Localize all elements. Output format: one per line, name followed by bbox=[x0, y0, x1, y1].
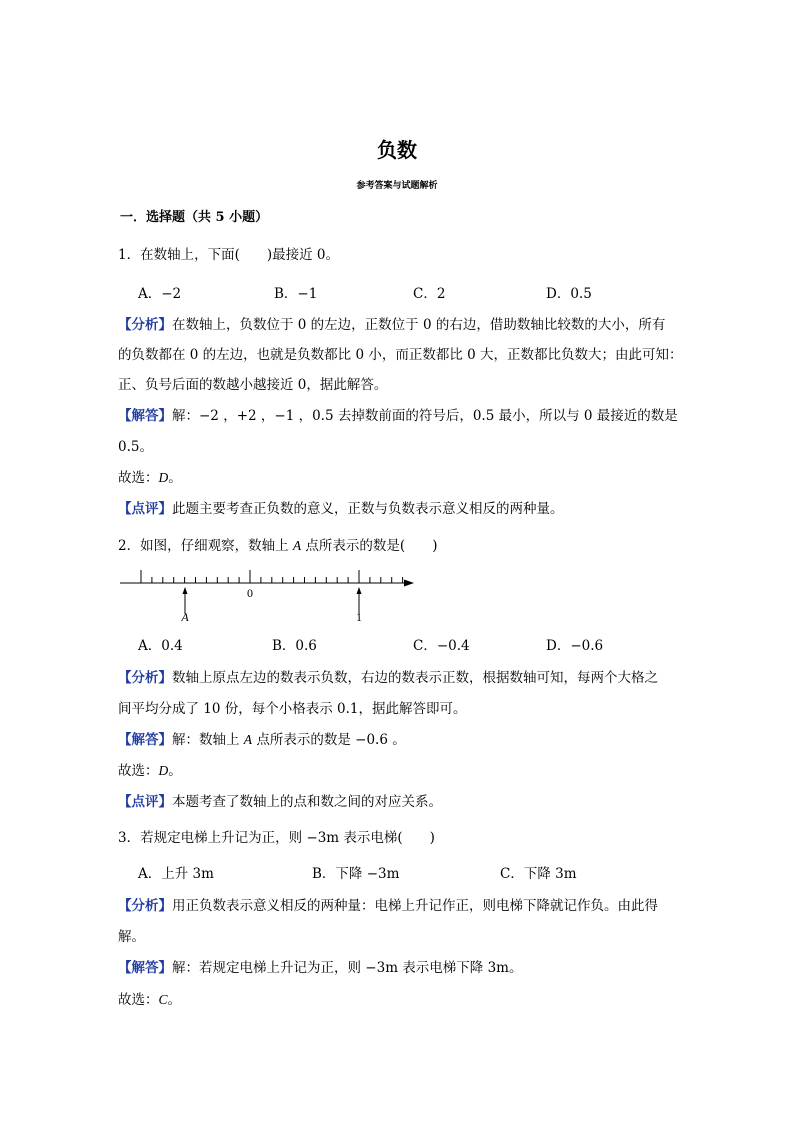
q3-analysis-line-2: 解。 bbox=[118, 929, 145, 945]
choice-label: 故选： bbox=[118, 992, 159, 1008]
analysis-text: 数轴上原点左边的数表示负数，右边的数表示正数，根据数轴可知，每两个大格之 bbox=[172, 670, 658, 686]
axis-arrow-icon bbox=[404, 580, 414, 587]
comment-text: 此题主要考查正负数的意义，正数与负数表示意义相反的两种量。 bbox=[172, 501, 564, 517]
page-subtitle: 参考答案与试题解析 bbox=[356, 181, 438, 191]
q2-comment bbox=[118, 790, 442, 810]
q2-option-b: B．0.6 bbox=[272, 638, 317, 654]
q2-choice bbox=[118, 759, 182, 779]
q1-option-d: D．0.5 bbox=[546, 286, 592, 302]
choice-letter: C bbox=[158, 992, 168, 1007]
page-title: 负数 bbox=[377, 138, 417, 162]
stem-text: 2．如图，仔细观察，数轴上 bbox=[118, 538, 293, 554]
q3-option-b: B．下降 −3m bbox=[312, 866, 400, 882]
tick-marks bbox=[141, 570, 403, 583]
q3-option-c: C．下降 3m bbox=[500, 866, 577, 882]
q3-choice bbox=[118, 988, 181, 1008]
q1-choice bbox=[118, 466, 182, 486]
comment-tag: 【点评】 bbox=[118, 501, 172, 517]
stem-text-end: 点所表示的数是( ) bbox=[301, 538, 438, 554]
choice-label: 故选： bbox=[118, 763, 159, 779]
choice-end: 。 bbox=[168, 763, 182, 779]
q3-answer bbox=[118, 956, 522, 976]
question-2-stem bbox=[118, 534, 437, 554]
answer-tag: 【解答】 bbox=[118, 732, 172, 748]
q1-answer-line-2: 0.5。 bbox=[118, 439, 153, 455]
q3-analysis-line-1 bbox=[118, 894, 658, 914]
answer-text: 解：−2 ，+2 ，−1 ，0.5 去掉数前面的符号后，0.5 最小，所以与 0 最接近的数是 bbox=[172, 408, 678, 424]
answer-text-end: 点所表示的数是 −0.6 。 bbox=[252, 732, 406, 748]
stem-variable: A bbox=[292, 538, 302, 553]
q1-answer-line-1 bbox=[118, 404, 678, 424]
answer-text: 解：数轴上 bbox=[172, 732, 244, 748]
question-3-stem: 3．若规定电梯上升记为正，则 −3m 表示电梯( ) bbox=[118, 830, 435, 846]
number-line-figure bbox=[118, 562, 418, 628]
q1-comment bbox=[118, 497, 564, 517]
analysis-tag: 【分析】 bbox=[118, 898, 172, 914]
label-zero: 0 bbox=[247, 586, 253, 600]
comment-text: 本题考查了数轴上的点和数之间的对应关系。 bbox=[172, 794, 442, 810]
question-1-stem: 1．在数轴上，下面( )最接近 0。 bbox=[118, 247, 340, 263]
answer-text: 解：若规定电梯上升记为正，则 −3m 表示电梯下降 3m。 bbox=[172, 960, 523, 976]
choice-label: 故选： bbox=[118, 470, 159, 486]
analysis-text: 用正负数表示意义相反的两种量：电梯上升记作正，则电梯下降就记作负。由此得 bbox=[172, 898, 658, 914]
arrow-up-icon bbox=[183, 587, 188, 594]
label-one: 1 bbox=[356, 610, 362, 624]
section-heading: 一．选择题（共 5 小题） bbox=[120, 210, 269, 225]
q1-analysis-line-3: 正、负号后面的数越小越接近 0，据此解答。 bbox=[118, 377, 388, 393]
q2-option-a: A．0.4 bbox=[138, 638, 183, 654]
q1-option-a: A．−2 bbox=[138, 286, 182, 302]
analysis-tag: 【分析】 bbox=[118, 670, 172, 686]
q1-analysis-line-1 bbox=[118, 313, 665, 333]
q2-analysis-line-1 bbox=[118, 666, 658, 686]
q2-option-d: D．−0.6 bbox=[546, 638, 604, 654]
label-a: A bbox=[181, 610, 189, 624]
q3-option-a: A．上升 3m bbox=[138, 866, 214, 882]
q1-option-b: B．−1 bbox=[274, 286, 318, 302]
analysis-text: 在数轴上，负数位于 0 的左边，正数位于 0 的右边，借助数轴比较数的大小，所有 bbox=[172, 317, 666, 333]
choice-end: 。 bbox=[167, 992, 182, 1008]
answer-tag: 【解答】 bbox=[118, 960, 172, 976]
choice-end: 。 bbox=[168, 470, 182, 486]
answer-variable: A bbox=[243, 732, 253, 747]
q2-answer bbox=[118, 728, 406, 748]
choice-letter: D bbox=[158, 763, 169, 778]
q2-analysis-line-2: 间平均分成了 10 份，每个小格表示 0.1，据此解答即可。 bbox=[118, 701, 467, 717]
arrow-up-icon bbox=[357, 587, 362, 594]
q1-analysis-line-2: 的负数都在 0 的左边，也就是负数都比 0 小，而正数都比 0 大，正数都比负数大；由此可知： bbox=[118, 347, 683, 363]
choice-letter: D bbox=[158, 470, 169, 485]
q2-option-c: C．−0.4 bbox=[413, 638, 470, 654]
analysis-tag: 【分析】 bbox=[118, 317, 172, 333]
q1-option-c: C．2 bbox=[413, 286, 446, 302]
answer-tag: 【解答】 bbox=[118, 408, 172, 424]
comment-tag: 【点评】 bbox=[118, 794, 172, 810]
